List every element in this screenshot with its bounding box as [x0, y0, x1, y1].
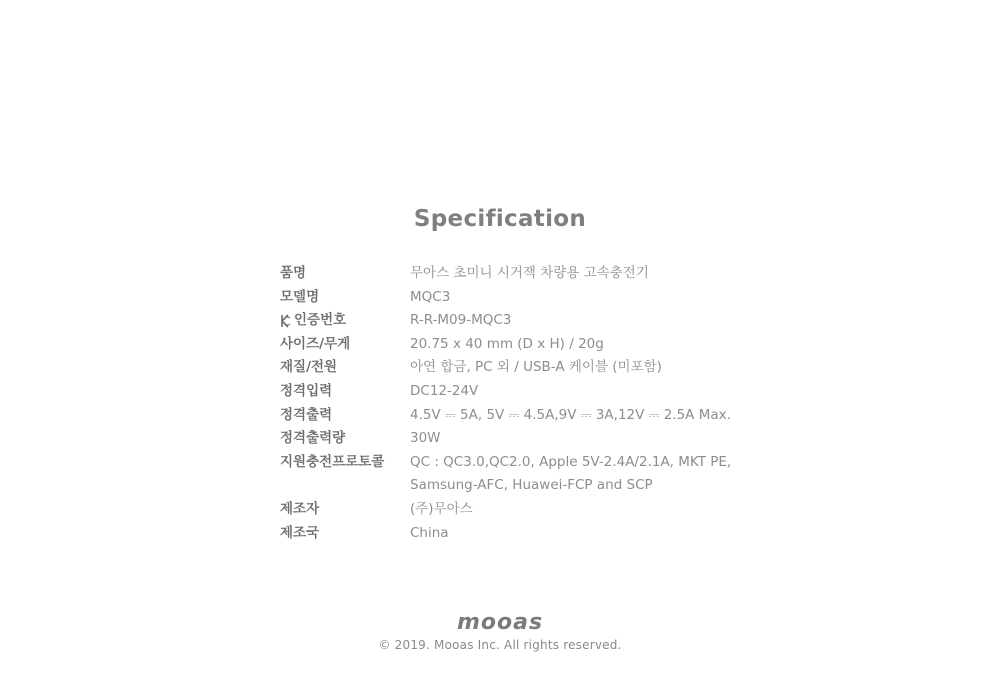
- spec-row-certification: [280, 309, 740, 333]
- spec-value: [410, 333, 740, 357]
- spec-value: [410, 451, 740, 498]
- spec-row-model: [280, 286, 740, 310]
- spec-value-line: QC : QC3.0,QC2.0, Apple 5V-2.4A/2.1A, MKT PE,: [410, 453, 732, 470]
- spec-row-rated-output: [280, 404, 740, 428]
- spec-row-country: [280, 522, 740, 546]
- spec-value-line: DC12-24V: [410, 382, 479, 399]
- spec-row-manufacturer: [280, 498, 740, 522]
- spec-value: [410, 498, 740, 522]
- spec-label: 사이즈/무게: [280, 335, 351, 352]
- spec-row-product-name: [280, 262, 740, 286]
- spec-value: [410, 522, 740, 546]
- copyright-text: © 2019. Mooas Inc. All rights reserved.: [378, 638, 622, 652]
- spec-value-line: (주)무아스: [410, 500, 473, 517]
- page-title: Specification: [413, 206, 587, 232]
- spec-value: [410, 309, 740, 333]
- spec-value-line: Samsung-AFC, Huawei-FCP and SCP: [410, 477, 653, 494]
- spec-label: 품명: [280, 265, 307, 281]
- spec-label: 제조국: [280, 524, 320, 541]
- spec-label: 인증번호: [294, 312, 347, 329]
- spec-value: [410, 427, 740, 451]
- spec-label: 정격출력: [280, 406, 333, 423]
- spec-row-rated-output-power: [280, 427, 740, 451]
- spec-value: [410, 262, 740, 286]
- spec-value: [410, 356, 740, 380]
- spec-row-rated-input: [280, 380, 740, 404]
- spec-value-line: 4.5V ⎓ 5A, 5V ⎓ 4.5A,9V ⎓ 3A,12V ⎓ 2.5A Max.: [410, 406, 731, 423]
- brand-logo: mooas: [456, 610, 544, 635]
- spec-value-line: 20.75 x 40 mm (D x H) / 20g: [410, 335, 604, 352]
- spec-row-material-power: [280, 356, 740, 380]
- spec-value: [410, 380, 740, 404]
- spec-table: [280, 262, 740, 545]
- spec-label: 정격출력량: [280, 430, 346, 447]
- spec-value: [410, 286, 740, 310]
- spec-row-size-weight: [280, 333, 740, 357]
- spec-label: 제조자: [280, 500, 320, 517]
- spec-label: 지원충전프로토콜: [280, 453, 385, 470]
- spec-value-line: MQC3: [410, 288, 451, 305]
- spec-value: [410, 404, 740, 428]
- spec-row-charging-protocol: [280, 451, 740, 498]
- spec-value-line: China: [410, 524, 449, 541]
- spec-value-line: R-R-M09-MQC3: [410, 312, 512, 329]
- kc-certification-icon: [280, 314, 291, 328]
- spec-value-line: 아연 합금, PC 외 / USB-A 케이블 (미포함): [410, 359, 662, 376]
- spec-label: 정격입력: [280, 382, 333, 399]
- spec-label: 재질/전원: [280, 359, 338, 376]
- spec-label-certification: [280, 309, 410, 333]
- spec-value-line: 30W: [410, 430, 441, 447]
- spec-value-line: 무아스 초미니 시거잭 차량용 고속충전기: [410, 265, 649, 281]
- spec-label: 모델명: [280, 288, 320, 305]
